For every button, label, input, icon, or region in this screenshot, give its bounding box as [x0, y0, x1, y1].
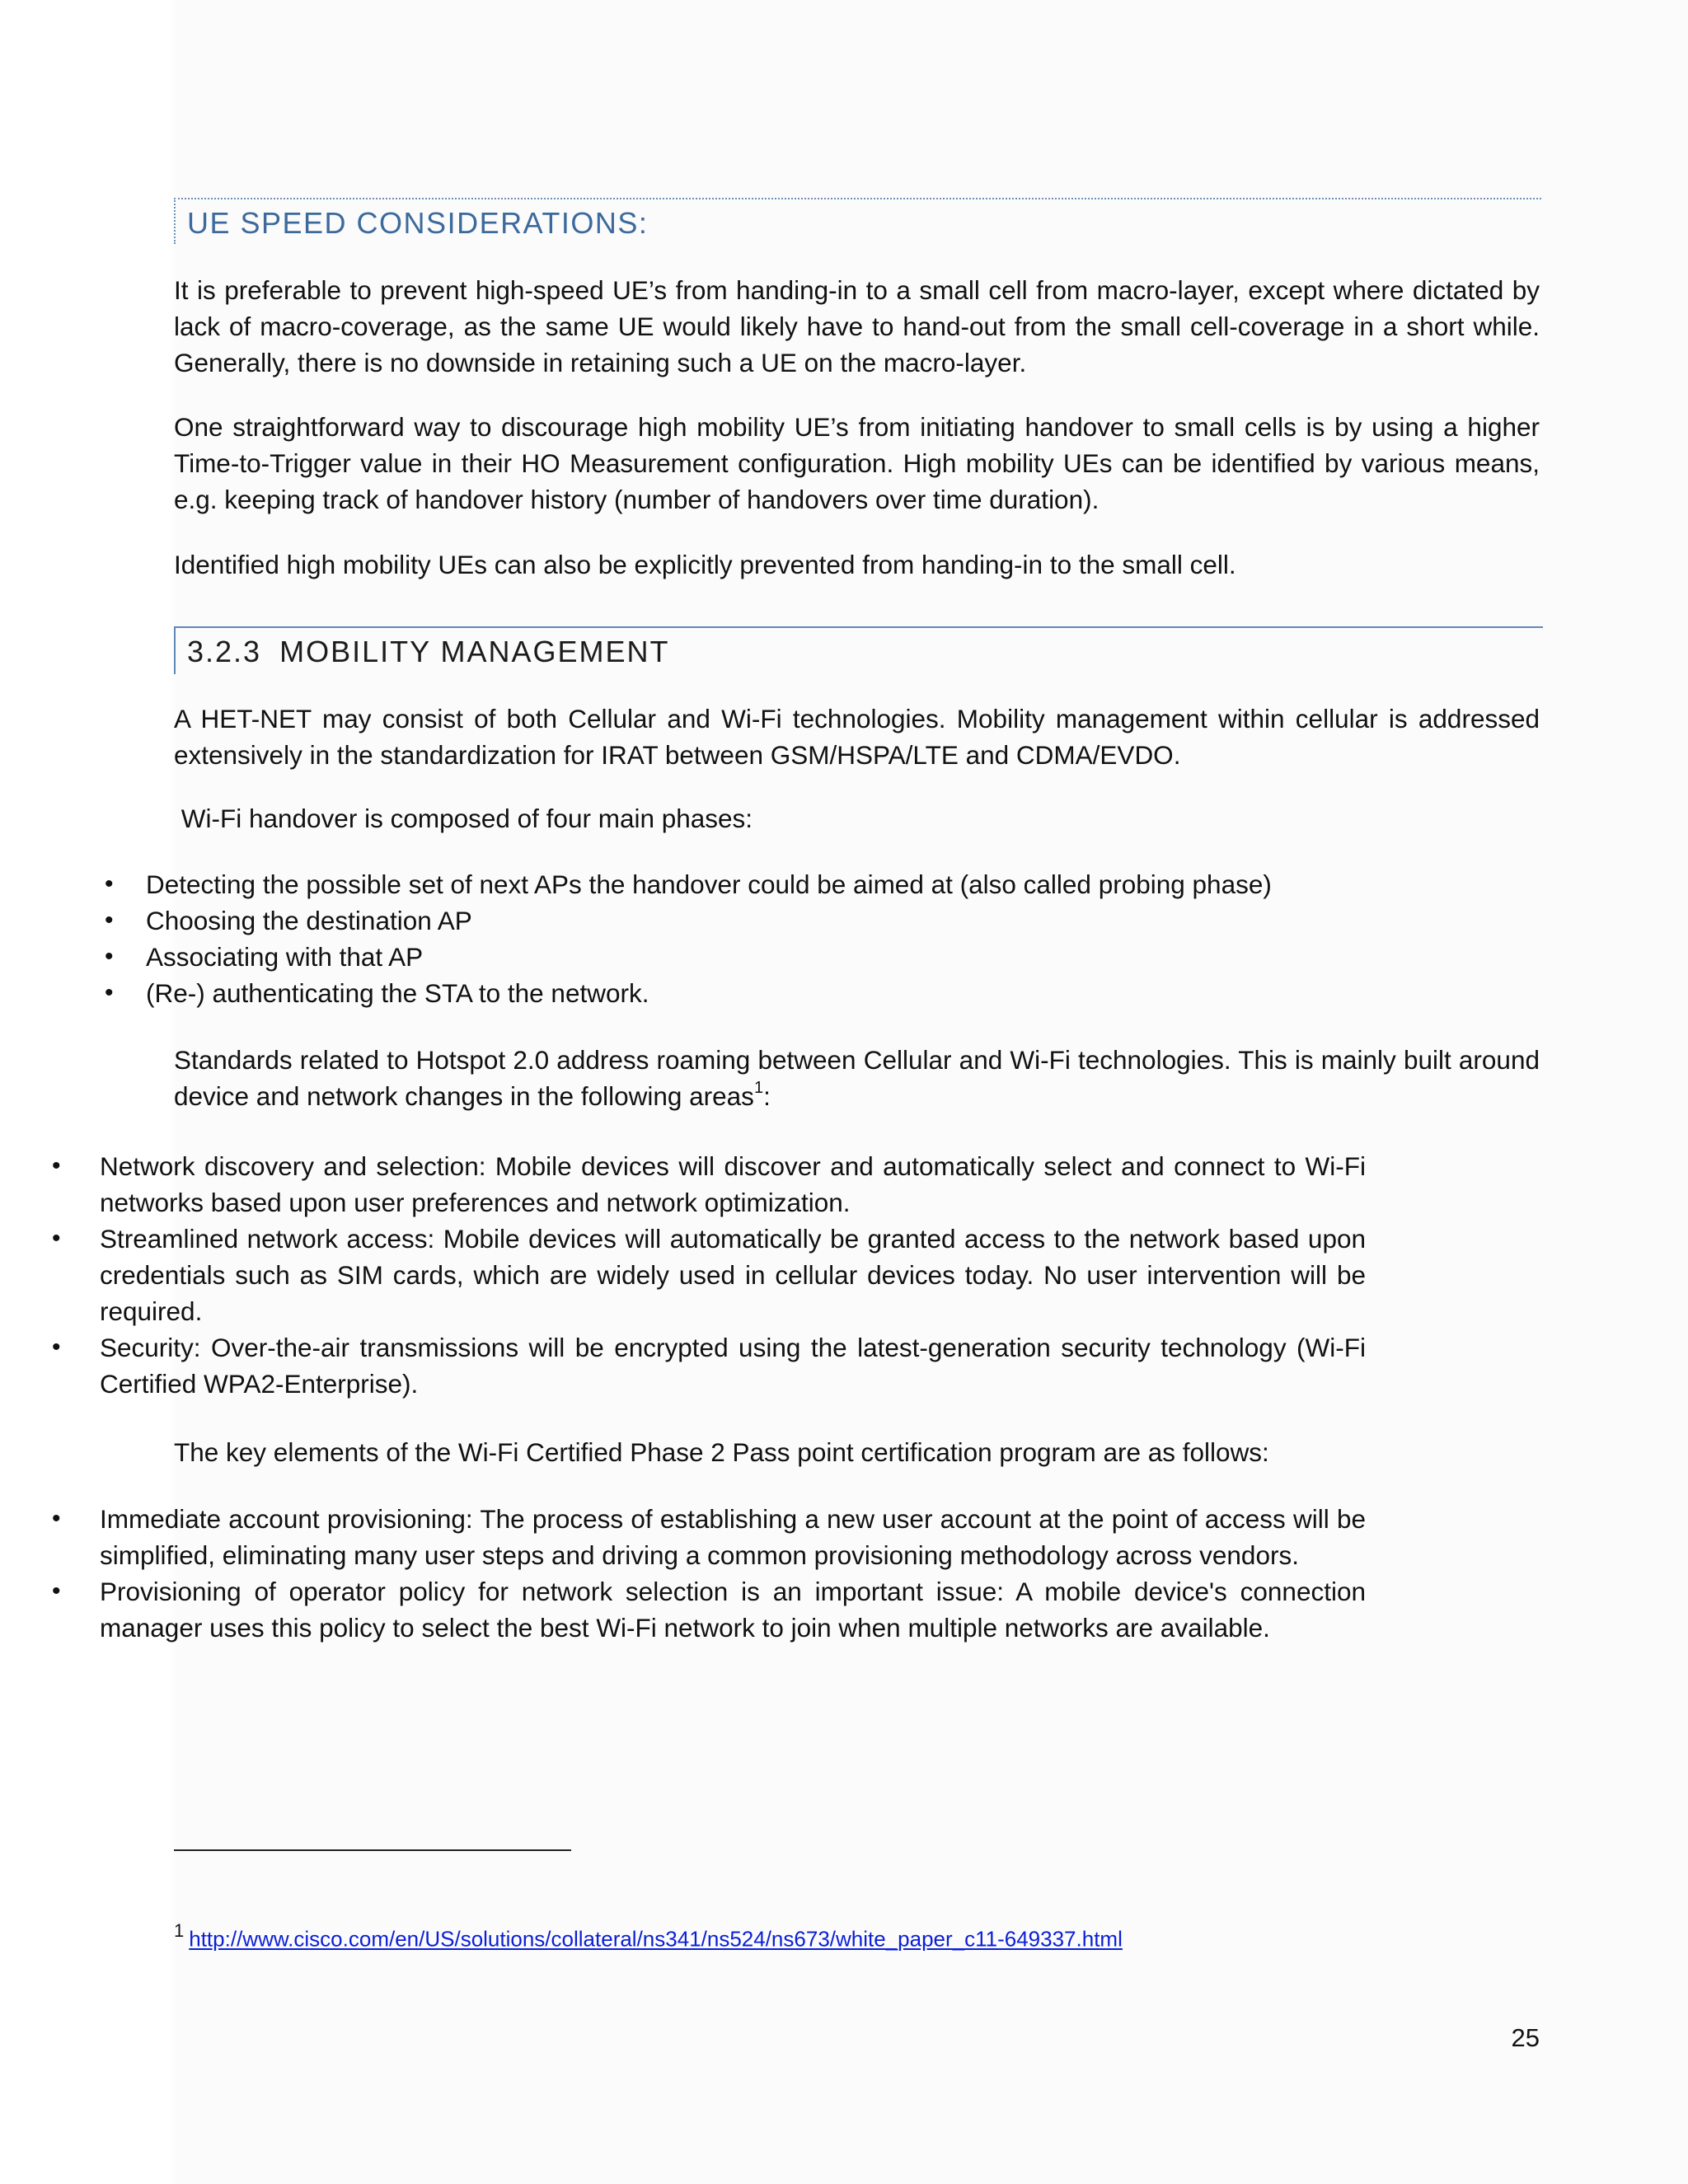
list-item	[52, 1573, 1366, 1646]
footnote-divider	[174, 1849, 571, 1851]
bullet-icon: •	[105, 870, 114, 898]
footnote-reference[interactable]: 1	[753, 1078, 764, 1097]
section-number: 3.2.3	[187, 635, 262, 668]
footnote-number: 1	[174, 1920, 185, 1941]
list-item-text: Choosing the destination AP	[146, 906, 472, 935]
list-item-text: Detecting the possible set of next APs the handover could be aimed at (also called probing phase)	[146, 869, 1272, 899]
heading-text: MOBILITY MANAGEMENT	[279, 635, 670, 668]
bullet-icon: •	[52, 1225, 61, 1252]
heading-text: UE SPEED CONSIDERATIONS:	[187, 206, 649, 240]
bullet-icon: •	[105, 943, 114, 970]
page-number: 25	[1511, 2023, 1540, 2052]
list-item	[52, 1501, 1366, 1573]
bullet-icon: •	[52, 1505, 61, 1532]
list-item	[52, 1329, 1366, 1402]
bullet-icon: •	[52, 1333, 61, 1361]
bullet-icon: •	[105, 907, 114, 934]
list-item-text: Streamlined network access: Mobile devices will automatically be granted access to the network based upon credentials such as SIM cards, which are widely used in cellular devices today. No user intervention will be required.	[100, 1224, 1366, 1326]
paragraph-hotspot-text: Standards related to Hotspot 2.0 address roaming between Cellular and Wi-Fi technologies. This is mainly built around device and network changes in the following areas	[174, 1045, 1540, 1111]
list-item	[105, 939, 1374, 975]
paragraph-speed-3: Identified high mobility UEs can also be explicitly prevented from handing-in to the small cell.	[174, 550, 1236, 579]
bullet-icon: •	[52, 1577, 61, 1605]
paragraph-mobility-2: Wi-Fi handover is composed of four main phases:	[174, 804, 753, 833]
list-item	[105, 902, 1374, 939]
section-heading-mobility-management	[174, 626, 1543, 674]
handover-phases-list	[105, 866, 1374, 1011]
list-item	[105, 866, 1374, 902]
list-item-text: Immediate account provisioning: The process of establishing a new user account at the point of access will be simplified, eliminating many user steps and driving a common provisioning methodology across vendors.	[100, 1504, 1366, 1570]
list-item-text: Security: Over-the-air transmissions will be encrypted using the latest-generation security technology (Wi-Fi Certified WPA2-Enterprise).	[100, 1333, 1366, 1399]
list-item	[105, 975, 1374, 1011]
paragraph-key-elements: The key elements of the Wi-Fi Certified Phase 2 Pass point certification program are as follows:	[174, 1437, 1269, 1467]
list-item-text: Network discovery and selection: Mobile devices will discover and automatically select and connect to Wi-Fi networks based upon user preferences and network optimization.	[100, 1151, 1366, 1217]
bullet-icon: •	[52, 1152, 61, 1179]
key-elements-list	[52, 1501, 1366, 1646]
list-item	[52, 1148, 1366, 1221]
list-item-text: Provisioning of operator policy for network selection is an important issue: A mobile device's connection manager uses this policy to select the best Wi-Fi network to join when multiple networks are available.	[100, 1577, 1366, 1643]
paragraph-mobility-1: A HET-NET may consist of both Cellular and Wi-Fi technologies. Mobility management within cellular is addressed extensively in the standardization for IRAT between GSM/HSPA/LTE and CDMA/EVDO.	[174, 704, 1540, 770]
paragraph-hotspot-colon: :	[763, 1081, 771, 1111]
bullet-icon: •	[105, 979, 114, 1006]
hotspot-areas-list	[52, 1148, 1366, 1402]
list-item	[52, 1221, 1366, 1329]
paragraph-speed-1: It is preferable to prevent high-speed UE’s from handing-in to a small cell from macro-layer, except where dictated by lack of macro-coverage, as the same UE would likely have to hand-out from the small cell-coverage in a short while. Generally, there is no downside in retaining such a UE on the macro-layer.	[174, 275, 1540, 377]
footnote-link[interactable]: http://www.cisco.com/en/US/solutions/collateral/ns341/ns524/ns673/white_paper_c11-649337.html	[189, 1926, 1123, 1952]
list-item-text: Associating with that AP	[146, 942, 424, 972]
paragraph-hotspot	[174, 1042, 1540, 1114]
paragraph-speed-2: One straightforward way to discourage high mobility UE’s from initiating handover to small cells is by using a higher Time-to-Trigger value in their HO Measurement configuration. High mobility UEs can be identified by various means, e.g. keeping track of handover history (number of handovers over time duration).	[174, 412, 1540, 514]
footnote	[174, 1919, 1123, 1953]
list-item-text: (Re-) authenticating the STA to the network.	[146, 978, 649, 1008]
section-heading-ue-speed	[174, 198, 1541, 244]
